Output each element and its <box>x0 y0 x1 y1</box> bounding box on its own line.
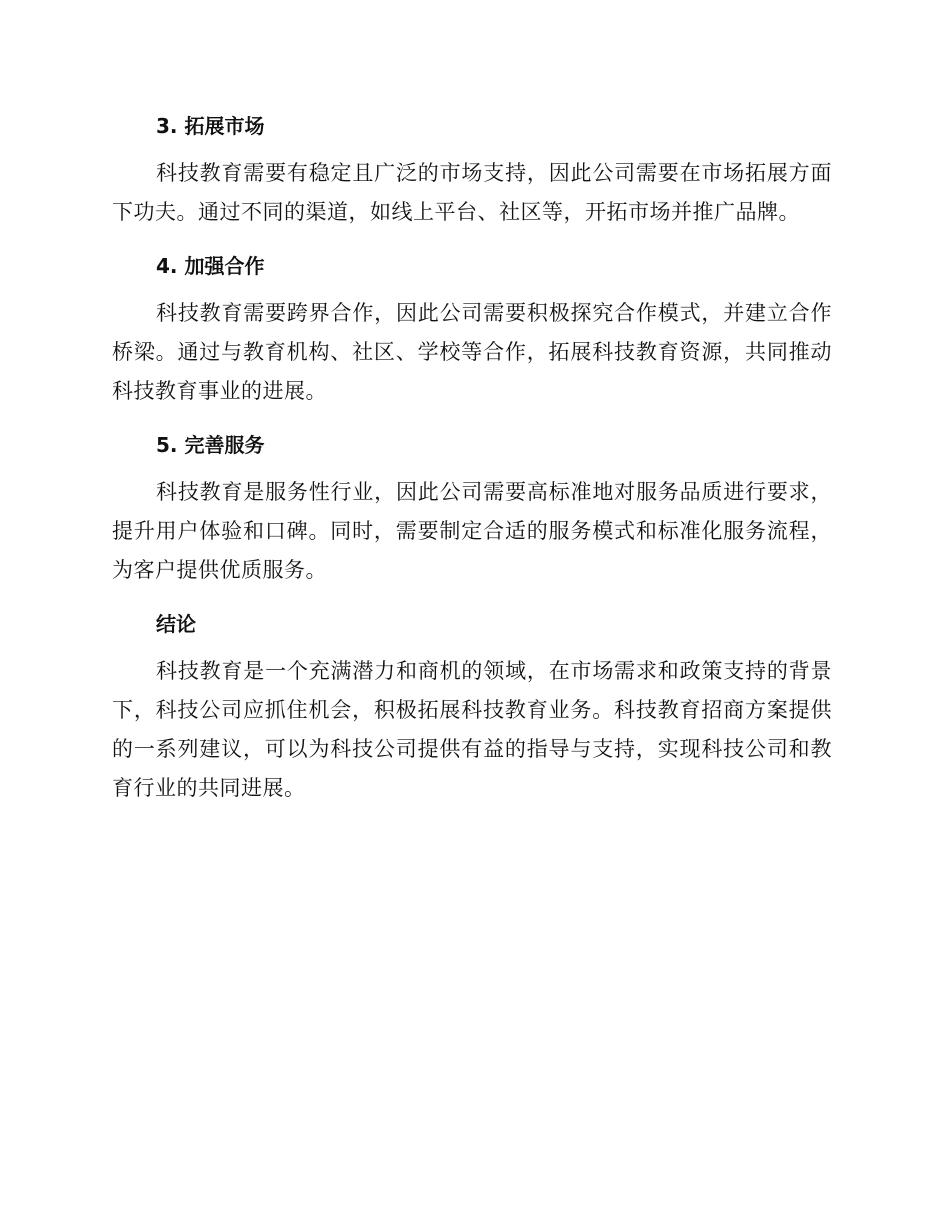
section-heading-strengthen-cooperation: 4. 加强合作 <box>156 254 265 278</box>
section-body-expand-market: 科技教育需要有稳定且广泛的市场支持，因此公司需要在市场拓展方面下功夫。通过不同的渠道，如线上平台、社区等，开拓市场并推广品牌。 <box>112 161 832 224</box>
document-content <box>112 108 832 824</box>
section-heading-expand-market: 3. 拓展市场 <box>156 114 265 138</box>
section-heading-conclusion: 结论 <box>156 612 196 636</box>
section-body-improve-service: 科技教育是服务性行业，因此公司需要高标准地对服务品质进行要求，提升用户体验和口碑。同时，需要制定合适的服务模式和标准化服务流程，为客户提供优质服务。 <box>112 480 832 582</box>
section-heading-improve-service: 5. 完善服务 <box>156 433 265 457</box>
section-body-conclusion: 科技教育是一个充满潜力和商机的领域，在市场需求和政策支持的背景下，科技公司应抓住机会，积极拓展科技教育业务。科技教育招商方案提供的一系列建议，可以为科技公司提供有益的指导与支持，实现科技公司和教育行业的共同进展。 <box>112 659 832 800</box>
section-body-strengthen-cooperation: 科技教育需要跨界合作，因此公司需要积极探究合作模式，并建立合作桥梁。通过与教育机构、社区、学校等合作，拓展科技教育资源，共同推动科技教育事业的进展。 <box>112 301 832 403</box>
